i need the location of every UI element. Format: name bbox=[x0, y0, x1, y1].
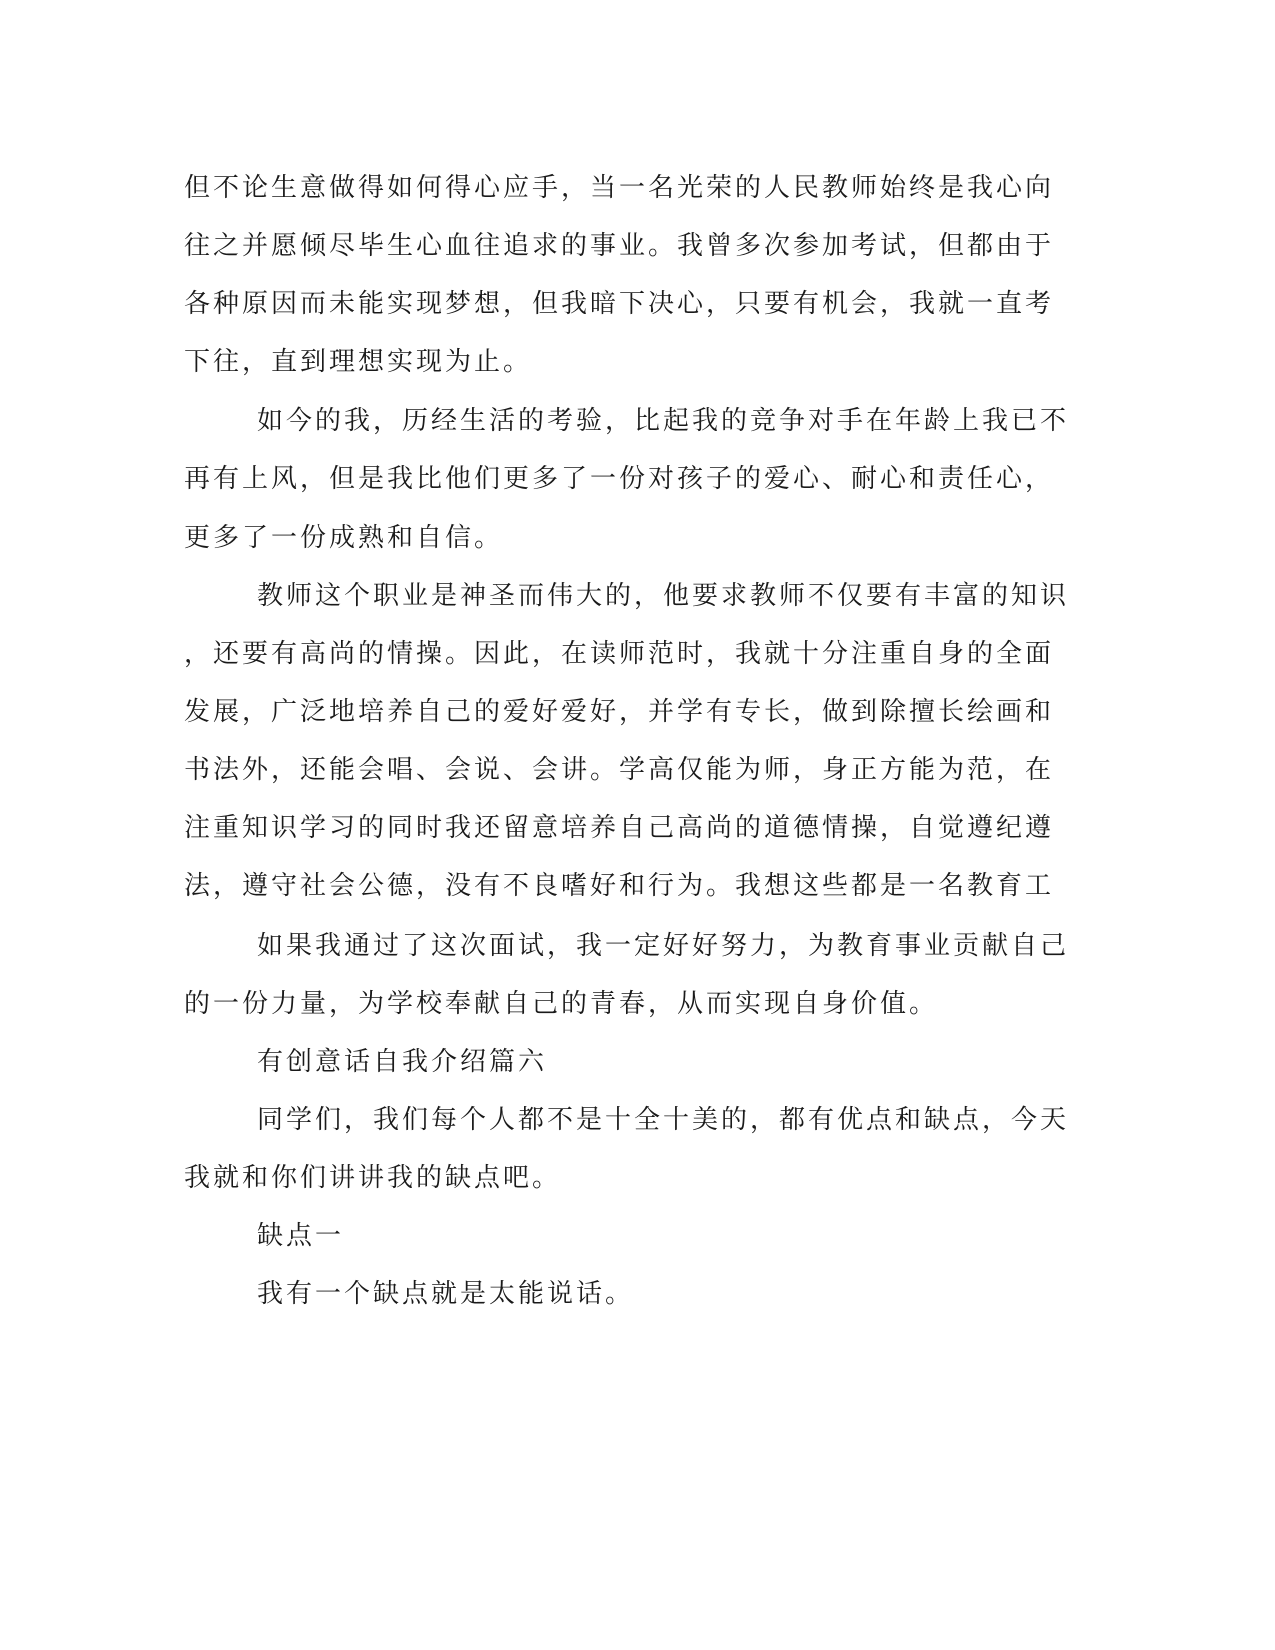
line-text: 如果我通过了这次面试，我一定好好努力，为教育事业贡献自己 bbox=[257, 931, 1070, 961]
line-text: 我就和你们讲讲我的缺点吧。 bbox=[184, 1163, 562, 1193]
line-text: 发展，广泛地培养自己的爱好爱好，并学有专长，做到除擅长绘画和 bbox=[184, 697, 1055, 727]
line-text: 各种原因而未能实现梦想，但我暗下决心，只要有机会，我就一直考 bbox=[184, 289, 1055, 319]
line-text: 更多了一份成熟和自信。 bbox=[184, 523, 504, 553]
text-line bbox=[0, 634, 1275, 674]
subheading bbox=[0, 1216, 1275, 1256]
paragraph-first-line bbox=[0, 926, 1275, 966]
text-line bbox=[0, 226, 1275, 266]
line-text: 同学们，我们每个人都不是十全十美的，都有优点和缺点，今天 bbox=[257, 1105, 1070, 1135]
text-line bbox=[0, 1158, 1275, 1198]
heading-text: 有创意话自我介绍篇六 bbox=[257, 1047, 548, 1077]
line-text: 注重知识学习的同时我还留意培养自己高尚的道德情操，自觉遵纪遵 bbox=[184, 813, 1055, 843]
paragraph-first-line bbox=[0, 576, 1275, 616]
line-text: ，还要有高尚的情操。因此，在读师范时，我就十分注重自身的全面 bbox=[184, 639, 1055, 669]
section-heading bbox=[0, 1042, 1275, 1082]
line-text: 往之并愿倾尽毕生心血往追求的事业。我曾多次参加考试，但都由于 bbox=[184, 231, 1055, 261]
line-text: 的一份力量，为学校奉献自己的青春，从而实现自身价值。 bbox=[184, 989, 939, 1019]
line-text: 教师这个职业是神圣而伟大的，他要求教师不仅要有丰富的知识 bbox=[257, 581, 1070, 611]
line-text: 下往，直到理想实现为止。 bbox=[184, 347, 533, 377]
text-line bbox=[0, 750, 1275, 790]
line-text: 但不论生意做得如何得心应手，当一名光荣的人民教师始终是我心向 bbox=[184, 173, 1055, 203]
text-line bbox=[0, 168, 1275, 208]
text-line bbox=[0, 518, 1275, 558]
subheading-text: 缺点一 bbox=[257, 1221, 345, 1251]
text-line bbox=[0, 692, 1275, 732]
text-line bbox=[0, 808, 1275, 848]
line-text: 书法外，还能会唱、会说、会讲。学高仅能为师，身正方能为范，在 bbox=[184, 755, 1055, 785]
line-text: 法，遵守社会公德，没有不良嗜好和行为。我想这些都是一名教育工 bbox=[184, 871, 1055, 901]
text-line bbox=[0, 984, 1275, 1024]
paragraph-first-line bbox=[0, 1274, 1275, 1314]
line-text: 如今的我，历经生活的考验，比起我的竞争对手在年龄上我已不 bbox=[257, 406, 1070, 436]
line-text: 再有上风，但是我比他们更多了一份对孩子的爱心、耐心和责任心， bbox=[184, 464, 1055, 494]
text-line bbox=[0, 866, 1275, 906]
line-text: 我有一个缺点就是太能说话。 bbox=[257, 1279, 635, 1309]
text-line bbox=[0, 459, 1275, 499]
paragraph-first-line bbox=[0, 401, 1275, 441]
text-line bbox=[0, 284, 1275, 324]
paragraph-first-line bbox=[0, 1100, 1275, 1140]
text-line bbox=[0, 342, 1275, 382]
